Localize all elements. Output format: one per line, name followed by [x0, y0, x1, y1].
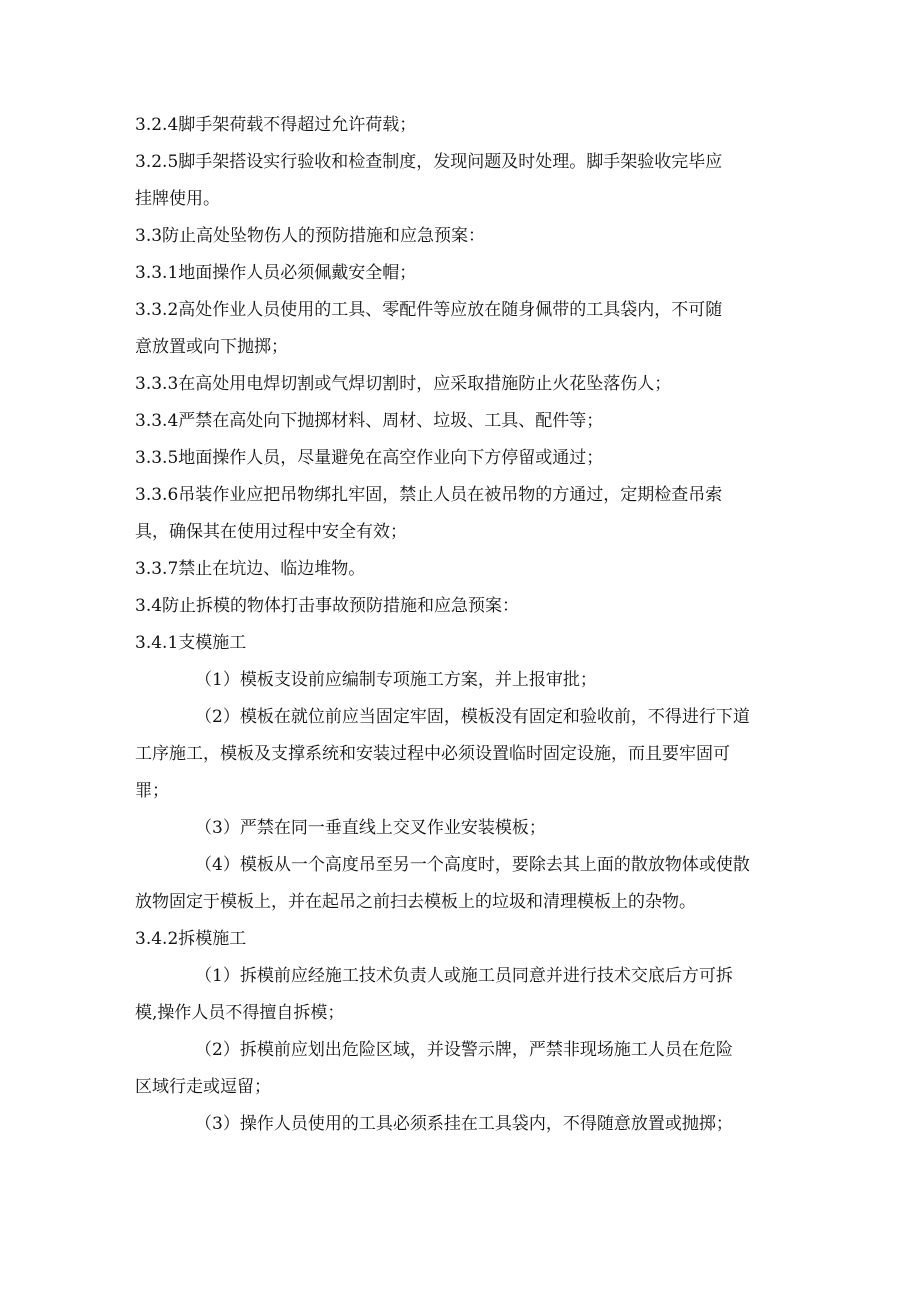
subsection-heading: 3.4.2拆模施工	[135, 929, 247, 949]
text-line: 3.3.1地面操作人员必须佩戴安全帽；	[135, 263, 417, 283]
section-heading: 3.3防止高处坠物伤人的预防措施和应急预案：	[135, 226, 486, 246]
list-item: （2）拆模前应划出危险区域，并设警示牌，严禁非现场施工人员在危险	[195, 1040, 733, 1060]
text-line: 3.3.4严禁在高处向下抛掷材料、周材、垃圾、工具、配件等；	[135, 411, 604, 431]
text-line: 具，确保其在使用过程中安全有效；	[135, 522, 407, 542]
text-line: 罪；	[135, 781, 169, 801]
text-line: 模,操作人员不得擅自拆模；	[135, 1003, 345, 1023]
list-item: （3）操作人员使用的工具必须系挂在工具袋内，不得随意放置或抛掷；	[195, 1114, 733, 1134]
list-item: （4）模板从一个高度吊至另一个高度时，要除去其上面的散放物体或使散	[195, 855, 750, 875]
text-line: 挂牌使用。	[135, 189, 220, 209]
text-line: 3.2.4脚手架荷载不得超过允许荷载；	[135, 115, 417, 135]
text-line: 放物固定于模板上，并在起吊之前扫去模板上的垃圾和清理模板上的杂物。	[135, 892, 696, 912]
text-line: 3.3.5地面操作人员，尽量避免在高空作业向下方停留或通过；	[135, 448, 604, 468]
text-line: 3.3.3在高处用电焊切割或气焊切割时，应采取措施防止火花坠落伤人；	[135, 374, 672, 394]
section-heading: 3.4防止拆模的物体打击事故预防措施和应急预案：	[135, 596, 520, 616]
text-line: 意放置或向下抛掷；	[135, 337, 288, 357]
text-line: 3.3.6吊装作业应把吊物绑扎牢固，禁止人员在被吊物的方通过，定期检查吊索	[135, 485, 723, 505]
text-line: 3.3.7禁止在坑边、临边堆物。	[135, 559, 366, 579]
text-line: 3.2.5脚手架搭设实行验收和检查制度，发现问题及时处理。脚手架验收完毕应	[135, 152, 723, 172]
list-item: （1）模板支设前应编制专项施工方案，并上报审批；	[195, 670, 597, 690]
list-item: （3）严禁在同一垂直线上交叉作业安装模板；	[195, 818, 546, 838]
text-line: 3.3.2高处作业人员使用的工具、零配件等应放在随身佩带的工具袋内，不可随	[135, 300, 723, 320]
text-line: 工序施工，模板及支撑系统和安装过程中必须设置临时固定设施，而且要牢固可	[135, 744, 730, 764]
subsection-heading: 3.4.1支模施工	[135, 633, 247, 653]
list-item: （1）拆模前应经施工技术负责人或施工员同意并进行技术交底后方可拆	[195, 966, 733, 986]
list-item: （2）模板在就位前应当固定牢固，模板没有固定和验收前，不得进行下道	[195, 707, 750, 727]
text-line: 区域行走或逗留；	[135, 1077, 271, 1097]
